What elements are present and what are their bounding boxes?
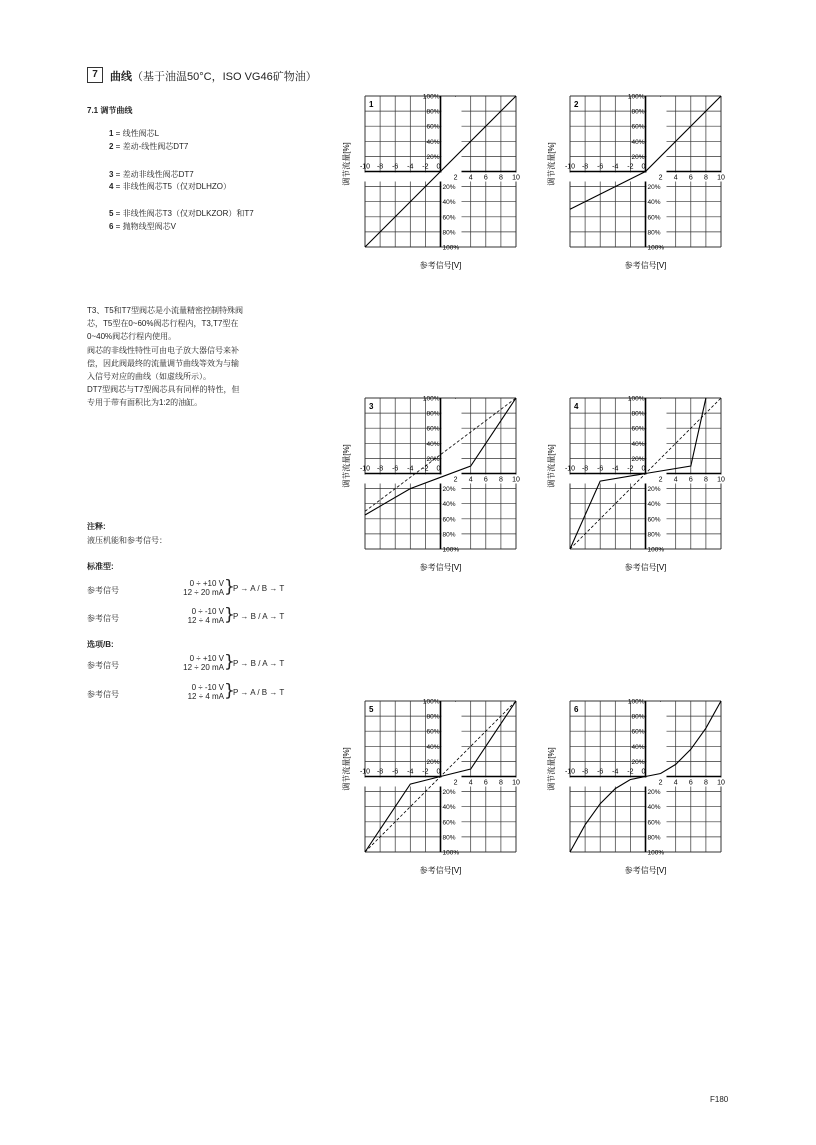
description-line: 0~40%阀芯行程内使用。 <box>87 332 177 342</box>
x-tick-label: 6 <box>688 779 693 787</box>
x-tick-label: -8 <box>376 768 384 776</box>
x-tick-label: -4 <box>612 163 619 171</box>
legend-text: = 差动-线性阀芯DT7 <box>113 142 189 151</box>
signal-label: 参考信号 <box>87 661 119 670</box>
notes-text: 液压机能和参考信号： <box>87 536 167 545</box>
x-tick-label: -8 <box>581 465 589 473</box>
x-tick-label: -10 <box>359 465 371 473</box>
notes-heading: 注释: <box>87 522 106 531</box>
tick-label-bg <box>364 173 517 182</box>
subsection-title: 7.1 调节曲线 <box>87 106 133 115</box>
y-tick-label: 20% <box>647 184 661 192</box>
x-tick-label: 6 <box>483 174 488 182</box>
x-tick-label: 2 <box>453 174 458 182</box>
y-tick-label: 20% <box>647 486 661 494</box>
y-axis-label: 调节流量[%] <box>342 747 351 791</box>
y-tick-label: 60% <box>647 516 661 524</box>
x-axis-label: 参考信号[V] <box>419 866 462 875</box>
x-tick-label: -6 <box>392 465 399 473</box>
y-tick-label: 80% <box>426 108 440 116</box>
y-tick-label: 60% <box>442 516 456 524</box>
x-tick-label: -2 <box>627 163 634 171</box>
y-tick-label: 100% <box>442 849 460 857</box>
x-tick-label: -8 <box>581 768 589 776</box>
chart-id-label: 6 <box>574 705 579 714</box>
flow-chart-4 <box>540 390 740 575</box>
flow-direction: P → A / B → T <box>233 584 285 593</box>
y-tick-label: 80% <box>631 108 645 116</box>
description-line: 阀芯的非线性特性可由电子放大器信号来补 <box>87 345 239 355</box>
y-tick-label: 20% <box>631 455 645 463</box>
signal-values <box>168 607 224 625</box>
y-tick-label: 40% <box>647 199 661 207</box>
y-tick-label: 40% <box>426 138 440 146</box>
signal-current: 12 ÷ 20 mA <box>183 663 224 672</box>
brace-icon: } <box>224 577 235 597</box>
tick-label-bg <box>442 702 462 851</box>
x-tick-label: -10 <box>564 163 576 171</box>
y-tick-label: 40% <box>647 501 661 509</box>
x-tick-label: 2 <box>453 779 458 787</box>
legend-num: 1 <box>109 129 114 138</box>
y-tick-label: 80% <box>647 229 661 237</box>
legend-item <box>109 142 188 153</box>
y-tick-label: 60% <box>442 819 456 827</box>
y-tick-label: 80% <box>647 531 661 539</box>
y-tick-label: 20% <box>442 184 456 192</box>
x-tick-label: 8 <box>703 476 708 484</box>
tick-label-bg <box>364 778 517 787</box>
y-tick-label: 100% <box>647 849 665 857</box>
y-tick-label: 100% <box>647 244 665 252</box>
signal-current: 12 ÷ 4 mA <box>187 692 224 701</box>
y-tick-label: 40% <box>426 743 440 751</box>
x-tick-label: -6 <box>597 163 604 171</box>
flow-chart-5 <box>335 693 535 878</box>
y-tick-label: 60% <box>442 214 456 222</box>
y-tick-label: 100% <box>422 395 440 403</box>
y-tick-label: 100% <box>627 698 645 706</box>
flow-direction: P → B / A → T <box>233 659 285 668</box>
signal-values <box>168 683 224 701</box>
y-tick-label: 20% <box>426 153 440 161</box>
x-tick-label: 8 <box>498 476 503 484</box>
signal-current: 12 ÷ 20 mA <box>183 588 224 597</box>
y-tick-label: 20% <box>631 758 645 766</box>
y-tick-label: 80% <box>647 834 661 842</box>
y-tick-label: 20% <box>442 486 456 494</box>
x-axis-label: 参考信号[V] <box>624 563 667 572</box>
x-tick-label: -10 <box>564 768 576 776</box>
y-tick-label: 60% <box>426 123 440 131</box>
x-tick-label: 2 <box>658 779 663 787</box>
x-tick-label: 6 <box>688 174 693 182</box>
signal-voltage: 0 ÷ +10 V <box>189 654 224 663</box>
description-line: DT7型阀芯与T7型阀芯具有同样的特性，但 <box>87 385 240 395</box>
x-tick-label: 10 <box>717 174 725 182</box>
y-tick-label: 40% <box>426 440 440 448</box>
x-axis-label: 参考信号[V] <box>624 261 667 270</box>
legend-item <box>109 209 254 220</box>
x-tick-label: 8 <box>498 174 503 182</box>
x-tick-label: -10 <box>564 465 576 473</box>
chart-id-label: 2 <box>574 100 579 109</box>
x-tick-label: 6 <box>483 779 488 787</box>
legend-text: = 非线性阀芯T3（仅对DLKZOR）和T7 <box>113 209 254 218</box>
y-tick-label: 20% <box>442 789 456 797</box>
x-tick-label: -4 <box>612 465 619 473</box>
x-tick-label: 4 <box>468 476 473 484</box>
page-number: F180 <box>710 1095 729 1104</box>
y-tick-label: 40% <box>442 804 456 812</box>
y-tick-label: 100% <box>422 93 440 101</box>
description-line: 芯，T5型在0~60%阀芯行程内，T3,T7型在 <box>87 319 239 329</box>
y-tick-label: 60% <box>631 728 645 736</box>
standard-heading: 标准型: <box>87 562 114 571</box>
signal-voltage: 0 ÷ -10 V <box>191 607 224 616</box>
x-axis-label: 参考信号[V] <box>624 866 667 875</box>
chart-id-label: 3 <box>369 402 374 411</box>
section-title-main: 曲线 <box>110 71 132 83</box>
y-tick-label: 80% <box>631 713 645 721</box>
legend-text: = 非线性阀芯T5（仅对DLHZO） <box>113 182 232 191</box>
y-tick-label: 100% <box>422 698 440 706</box>
brace-icon: } <box>224 605 235 625</box>
section-number: 7 <box>87 67 103 83</box>
y-tick-label: 80% <box>442 834 456 842</box>
x-tick-label: 2 <box>658 174 663 182</box>
tick-label-bg <box>569 778 722 787</box>
flow-chart-6 <box>540 693 740 878</box>
x-tick-label: 0 <box>641 465 646 473</box>
legend-num: 4 <box>109 182 114 191</box>
signal-voltage: 0 ÷ +10 V <box>189 579 224 588</box>
x-tick-label: -2 <box>422 465 429 473</box>
x-tick-label: -6 <box>597 768 604 776</box>
x-tick-label: 10 <box>512 779 520 787</box>
legend-item <box>109 222 176 233</box>
x-tick-label: 4 <box>673 174 678 182</box>
y-tick-label: 100% <box>442 546 460 554</box>
y-axis-label: 调节流量[%] <box>342 142 351 186</box>
x-tick-label: -8 <box>376 163 384 171</box>
brace-icon: } <box>224 681 235 701</box>
flow-direction: P → A / B → T <box>233 688 285 697</box>
tick-label-bg <box>569 173 722 182</box>
flow-chart-3 <box>335 390 535 575</box>
signal-voltage: 0 ÷ -10 V <box>191 683 224 692</box>
signal-label: 参考信号 <box>87 614 119 623</box>
x-tick-label: 0 <box>436 768 441 776</box>
y-tick-label: 100% <box>627 395 645 403</box>
x-tick-label: 2 <box>658 476 663 484</box>
y-tick-label: 40% <box>631 440 645 448</box>
y-tick-label: 80% <box>442 531 456 539</box>
chart-id-label: 4 <box>574 402 579 411</box>
x-tick-label: -6 <box>597 465 604 473</box>
x-tick-label: -4 <box>407 465 414 473</box>
x-tick-label: 6 <box>483 476 488 484</box>
tick-label-bg <box>442 97 462 246</box>
x-tick-label: -2 <box>422 768 429 776</box>
signal-values <box>168 579 224 597</box>
x-tick-label: 8 <box>703 174 708 182</box>
y-tick-label: 60% <box>631 123 645 131</box>
y-tick-label: 40% <box>647 804 661 812</box>
x-tick-label: 4 <box>673 476 678 484</box>
x-tick-label: 10 <box>512 476 520 484</box>
x-tick-label: 10 <box>717 476 725 484</box>
option-heading: 选项/B: <box>87 640 114 649</box>
legend-num: 6 <box>109 222 114 231</box>
y-tick-label: 60% <box>426 425 440 433</box>
y-tick-label: 80% <box>442 229 456 237</box>
description <box>87 304 277 410</box>
legend-item <box>109 129 159 140</box>
x-tick-label: 4 <box>673 779 678 787</box>
x-axis-label: 参考信号[V] <box>419 563 462 572</box>
y-axis-label: 调节流量[%] <box>342 444 351 488</box>
tick-label-bg <box>647 97 667 246</box>
legend-num: 3 <box>109 170 114 179</box>
x-tick-label: 8 <box>498 779 503 787</box>
signal-current: 12 ÷ 4 mA <box>187 616 224 625</box>
legend-text: = 差动非线性阀芯DT7 <box>113 170 194 179</box>
y-tick-label: 40% <box>631 743 645 751</box>
y-axis-label: 调节流量[%] <box>547 747 556 791</box>
x-tick-label: -8 <box>581 163 589 171</box>
y-tick-label: 20% <box>631 153 645 161</box>
x-tick-label: -6 <box>392 163 399 171</box>
legend-item <box>109 170 194 181</box>
x-tick-label: 0 <box>436 163 441 171</box>
signal-label: 参考信号 <box>87 586 119 595</box>
y-tick-label: 60% <box>426 728 440 736</box>
y-axis-label: 调节流量[%] <box>547 142 556 186</box>
x-tick-label: -4 <box>612 768 619 776</box>
x-tick-label: 0 <box>641 768 646 776</box>
description-line: 专用于带有面积比为1:2的油缸。 <box>87 398 203 408</box>
x-tick-label: 2 <box>453 476 458 484</box>
x-tick-label: 10 <box>512 174 520 182</box>
signal-values <box>168 654 224 672</box>
y-tick-label: 40% <box>631 138 645 146</box>
y-tick-label: 60% <box>647 819 661 827</box>
x-tick-label: 4 <box>468 779 473 787</box>
chart-id-label: 1 <box>369 100 374 109</box>
section-title <box>110 68 317 84</box>
y-tick-label: 60% <box>631 425 645 433</box>
y-tick-label: 100% <box>442 244 460 252</box>
flow-direction: P → B / A → T <box>233 612 285 621</box>
y-tick-label: 60% <box>647 214 661 222</box>
y-tick-label: 100% <box>647 546 665 554</box>
legend-item <box>109 182 231 193</box>
legend-num: 2 <box>109 142 114 151</box>
x-tick-label: -10 <box>359 163 371 171</box>
x-tick-label: -2 <box>627 465 634 473</box>
chart-id-label: 5 <box>369 705 374 714</box>
x-tick-label: 0 <box>436 465 441 473</box>
description-line: 偿，因此阀最终的流量调节曲线等效为与输 <box>87 358 239 368</box>
x-tick-label: -6 <box>392 768 399 776</box>
tick-label-bg <box>569 475 722 484</box>
x-tick-label: -2 <box>627 768 634 776</box>
x-tick-label: -10 <box>359 768 371 776</box>
brace-icon: } <box>224 652 235 672</box>
x-tick-label: 8 <box>703 779 708 787</box>
legend-num: 5 <box>109 209 114 218</box>
description-line: T3、T5和T7型阀芯是小流量精密控制特殊阀 <box>87 306 244 315</box>
tick-label-bg <box>647 399 667 548</box>
legend-text: = 线性阀芯L <box>113 129 160 138</box>
y-axis-label: 调节流量[%] <box>547 444 556 488</box>
y-tick-label: 40% <box>442 501 456 509</box>
section-subtitle: （基于油温50°C，ISO VG46矿物油） <box>132 71 317 83</box>
y-tick-label: 20% <box>426 455 440 463</box>
y-tick-label: 80% <box>426 410 440 418</box>
x-tick-label: -2 <box>422 163 429 171</box>
x-tick-label: 0 <box>641 163 646 171</box>
x-tick-label: 6 <box>688 476 693 484</box>
tick-label-bg <box>647 702 667 851</box>
y-tick-label: 20% <box>426 758 440 766</box>
y-tick-label: 20% <box>647 789 661 797</box>
flow-chart-1 <box>335 88 535 273</box>
x-tick-label: -4 <box>407 768 414 776</box>
signal-label: 参考信号 <box>87 690 119 699</box>
legend-text: = 抛物线型阀芯V <box>113 222 176 231</box>
y-tick-label: 100% <box>627 93 645 101</box>
y-tick-label: 40% <box>442 199 456 207</box>
tick-label-bg <box>364 475 517 484</box>
flow-chart-2 <box>540 88 740 273</box>
description-line: 入信号对应的曲线（如虚线所示）。 <box>87 372 211 382</box>
y-tick-label: 80% <box>631 410 645 418</box>
x-tick-label: 10 <box>717 779 725 787</box>
y-tick-label: 80% <box>426 713 440 721</box>
x-axis-label: 参考信号[V] <box>419 261 462 270</box>
x-tick-label: 4 <box>468 174 473 182</box>
x-tick-label: -4 <box>407 163 414 171</box>
x-tick-label: -8 <box>376 465 384 473</box>
